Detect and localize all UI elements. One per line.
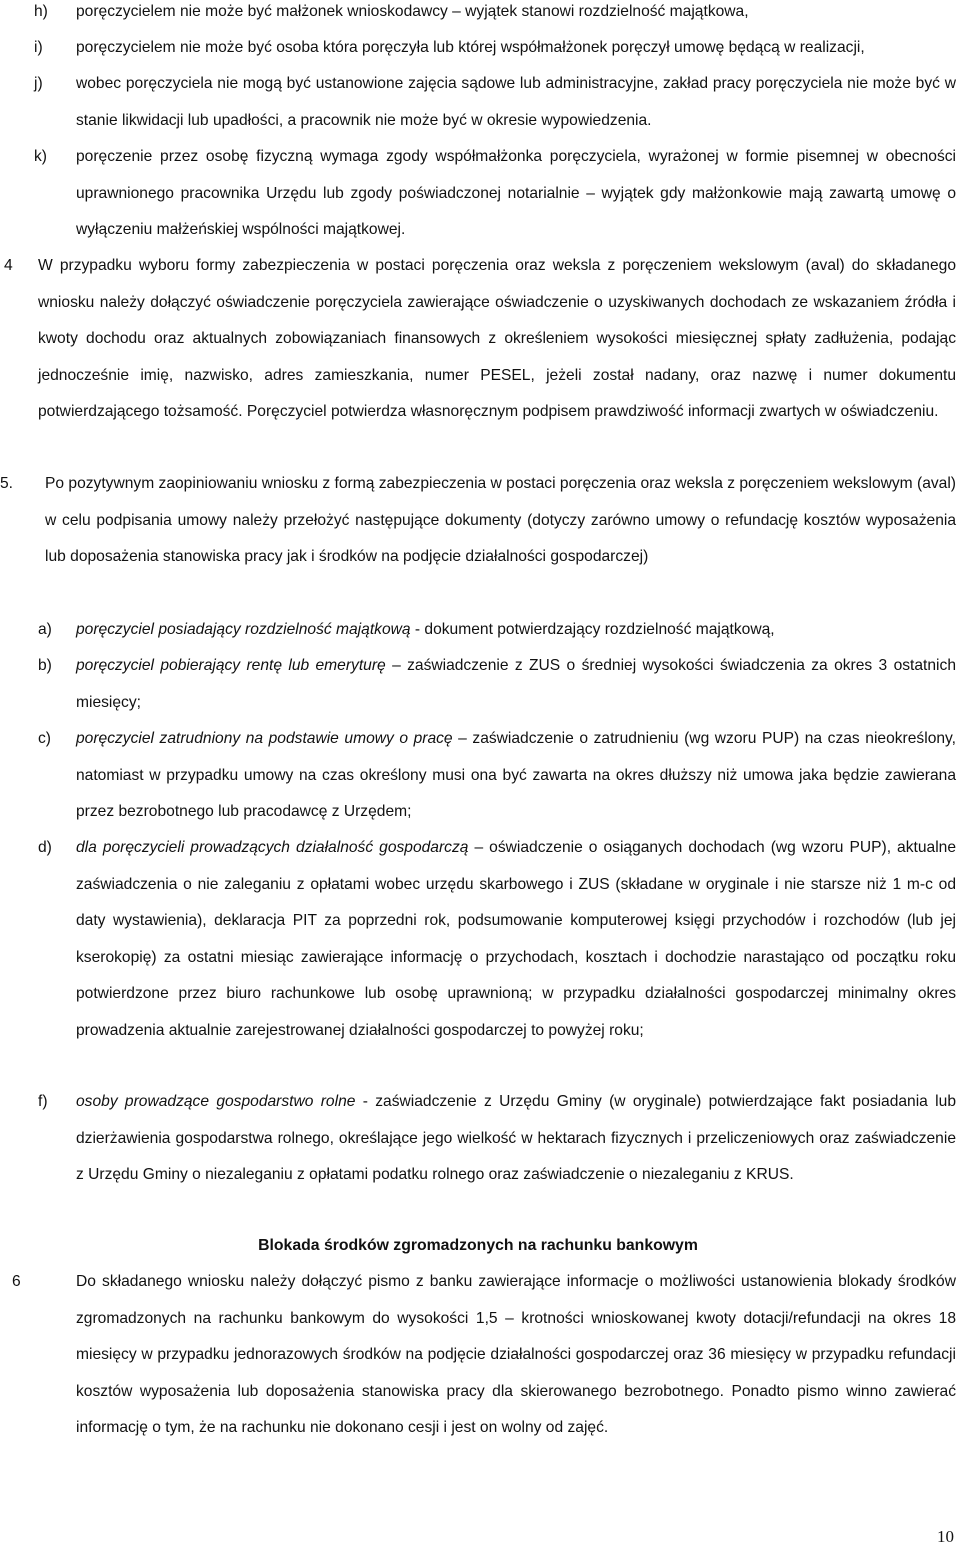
- list-item-h: [34, 0, 956, 31]
- list-label: i): [34, 39, 43, 56]
- list-label: b): [38, 657, 52, 674]
- list-text-rest: - zaświadczenie z Urzędu Gminy (w oryginale) potwierdzające fakt posiadania lub dzierżawienia gospodarstwa rolnego, określające jego wielkość w hektarach fizycznych i przeliczeniowych oraz zaświadczenie z Urzędu Gminy o niezaleganiu z opłatami podatku rolnego oraz zaświadczenie o niezaleganiu z KRUS.: [76, 1093, 956, 1183]
- list-label: j): [34, 75, 43, 92]
- list-text: [76, 648, 956, 721]
- point-label: 4: [4, 257, 13, 274]
- page-number: 10: [937, 1527, 954, 1546]
- list-text-rest: – oświadczenie o osiąganych dochodach (wg wzoru PUP), aktualne zaświadczenia o nie zaleganiu z opłatami wobec urzędu skarbowego i ZUS (składane w oryginale i nie starsze niż 1 m-c od daty wystawienia), deklaracja PIT za poprzedni rok, podsumowanie komputerowej księgi przychodów i rozchodów (lub jej kserokopię) za ostatni miesiąc zawierające informację o przychodach, kosztach i dochodzie narastająco od początku roku potwierdzone przez biuro rachunkowe lub osobę uprawnioną; w przypadku działalności gospodarczej minimalny okres prowadzenia aktualnie zarejestrowanej działalności gospodarczej to powyżej roku;: [76, 839, 956, 1039]
- point-text: Po pozytywnym zaopiniowaniu wniosku z formą zabezpieczenia w postaci poręczenia oraz weksla z poręczeniem wekslowym (aval) w celu podpisania umowy należy przełożyć następujące dokumenty (dotyczy zarówno umowy o refundację kosztów wyposażenia lub doposażenia stanowiska pracy jak i środków na podjęcie działalności gospodarczej): [45, 475, 956, 565]
- list-text: [76, 1084, 956, 1194]
- list-text-italic: poręczyciel zatrudniony na podstawie umowy o pracę: [76, 730, 453, 747]
- list-text-italic: dla poręczycieli prowadzących działalność gospodarczą: [76, 839, 469, 856]
- list-text: wobec poręczyciela nie mogą być ustanowione zajęcia sądowe lub administracyjne, zakład pracy poręczyciela nie może być w stanie likwidacji lub upadłości, a pracownik nie może być w okresie wypowiedzenia.: [76, 75, 956, 129]
- list-text-italic: poręczyciel posiadający rozdzielność majątkową: [76, 621, 411, 638]
- list-text: poręczycielem nie może być małżonek wnioskodawcy – wyjątek stanowi rozdzielność majątkowa,: [76, 3, 749, 20]
- list-text-rest: – zaświadczenie z ZUS o średniej wysokości świadczenia za okres 3 ostatnich miesięcy;: [76, 657, 956, 711]
- list-item-i: [34, 30, 956, 67]
- point-5: [0, 466, 956, 576]
- list-text: [76, 830, 956, 1049]
- list-text: poręczycielem nie może być osoba która poręczyła lub której współmałżonek poręczył umowę będącą w realizacji,: [76, 39, 865, 56]
- list-label: c): [38, 730, 51, 747]
- point-label: 6: [12, 1273, 21, 1290]
- list-item-a: [38, 612, 956, 649]
- list-item-b: [38, 648, 956, 721]
- list-text-italic: poręczyciel pobierający rentę lub emeryturę: [76, 657, 386, 674]
- list-item-c: [38, 721, 957, 831]
- list-label: f): [38, 1093, 48, 1110]
- section-heading: Blokada środków zgromadzonych na rachunku bankowym: [258, 1237, 698, 1254]
- list-label: k): [34, 148, 47, 165]
- list-item-f: [38, 1084, 956, 1194]
- point-6: [12, 1264, 956, 1447]
- list-text: [76, 612, 956, 649]
- list-item-d: [38, 830, 956, 1049]
- point-text: W przypadku wyboru formy zabezpieczenia w postaci poręczenia oraz weksla z poręczeniem wekslowym (aval) do składanego wniosku należy dołączyć oświadczenie poręczyciela zawierające oświadczenie o uzyskiwanych dochodach ze wskazaniem źródła i kwoty dochodu oraz aktualnych zobowiązaniach finansowych z określeniem wysokości miesięcznej spłaty zadłużenia, podając jednocześnie imię, nazwisko, adres zamieszkania, numer PESEL, jeżeli został nadany, oraz nazwę i numer dokumentu potwierdzającego tożsamość. Poręczyciel potwierdza własnoręcznym podpisem prawdziwość informacji zwartych w oświadczeniu.: [38, 257, 956, 420]
- list-label: a): [38, 621, 52, 638]
- list-label: h): [34, 3, 48, 20]
- list-text-italic: osoby prowadzące gospodarstwo rolne: [76, 1093, 356, 1110]
- point-4: [4, 248, 956, 431]
- list-text: [76, 721, 956, 831]
- list-text-rest: - dokument potwierdzający rozdzielność majątkową,: [410, 621, 775, 638]
- list-label: d): [38, 839, 52, 856]
- list-text: poręczenie przez osobę fizyczną wymaga zgody współmałżonka poręczyciela, wyrażonej w formie pisemnej w obecności uprawnionego pracownika Urzędu lub zgody poświadczonej notarialnie – wyjątek gdy małżonkowie mają zawartą umowę o wyłączeniu małżeńskiej wspólności majątkowej.: [76, 148, 956, 238]
- list-item-j: [34, 66, 956, 139]
- point-label: 5.: [0, 475, 14, 492]
- list-text-rest: – zaświadczenie o zatrudnieniu (wg wzoru PUP) na czas nieokreślony, natomiast w przypadku umowy na czas określony musi ona być zawarta na okres dłuższy niż umowa jaka będzie zawierana przez bezrobotnego lub pracodawcę z Urzędem;: [76, 730, 957, 820]
- point-text: Do składanego wniosku należy dołączyć pismo z banku zawierające informacje o możliwości ustanowienia blokady środków zgromadzonych na rachunku bankowym do wysokości 1,5 – krotności wnioskowanej kwoty dotacji/refundacji na okres 18 miesięcy w przypadku jednorazowych środków na podjęcie działalności gospodarczej oraz 36 miesięcy w przypadku refundacji kosztów wyposażenia lub doposażenia stanowiska pracy dla skierowanego bezrobotnego. Ponadto pismo winno zawierać informację o tym, że na rachunku nie dokonano cesji i jest on wolny od zajęć.: [76, 1273, 956, 1436]
- list-item-k: [34, 139, 956, 249]
